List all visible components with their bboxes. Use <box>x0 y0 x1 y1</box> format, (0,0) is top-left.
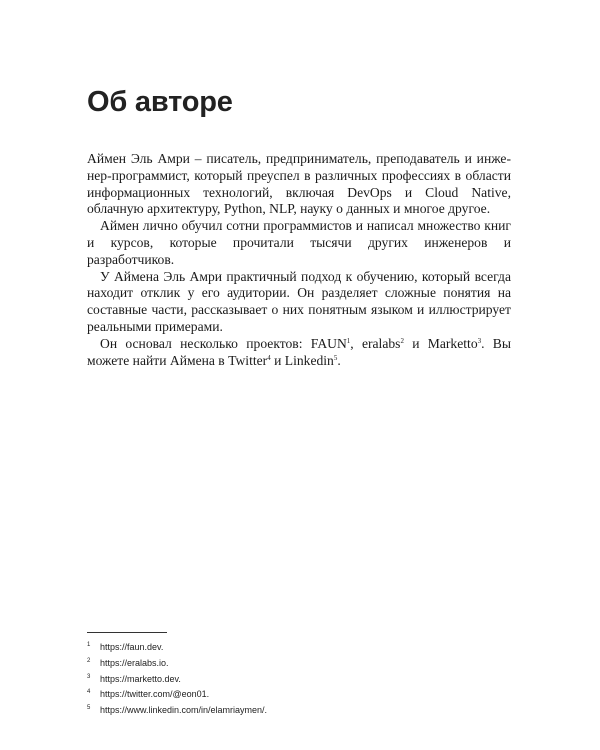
footnote-ref[interactable]: 1 <box>346 336 351 345</box>
footnote-ref[interactable]: 5 <box>333 353 338 362</box>
page-title: Об авторе <box>87 86 233 118</box>
footnote-number: 5 <box>87 705 91 712</box>
footnote-ref[interactable]: 3 <box>477 336 482 345</box>
footnote-number: 1 <box>87 642 91 648</box>
paragraph-3: У Аймена Эль Амри практичный подход к обучению, который всегда находит отклик у его аудитории. Он разделяет сложные понятия на составные части, рассказывает о них понятным языком и иллюстрирует реальными примерами. <box>87 268 511 334</box>
footnote-ref[interactable]: 2 <box>400 336 404 345</box>
footnote-item <box>87 687 517 703</box>
body-text <box>87 151 511 369</box>
footnote-item <box>87 656 517 672</box>
footnote-link[interactable]: https://eralabs.io. <box>100 657 169 668</box>
paragraph-1: Аймен Эль Амри – писатель, предприниматель, преподаватель и инженер-программист, который преуспел в различных профессиях в области информационных технологий, включая DevOps и Cloud Native, облачную архитектуру, Python, NLP, науку о данных и многое другое. <box>87 151 511 217</box>
footnote-link[interactable]: https://www.linkedin.com/in/elamriaymen/. <box>100 705 268 716</box>
footnote-number: 3 <box>87 673 91 680</box>
paragraph-4-text: , eralabs <box>350 335 401 351</box>
footnote-divider <box>87 632 167 633</box>
paragraph-4-text: . <box>337 352 341 368</box>
footnote-link[interactable]: https://twitter.com/@eon01. <box>100 689 210 700</box>
footnote-item <box>87 672 517 688</box>
footnote-number: 4 <box>87 689 91 696</box>
paragraph-4 <box>87 336 511 370</box>
footnote-number: 2 <box>87 657 91 664</box>
paragraph-4-text: Он основал несколько проектов: FAUN <box>100 335 347 351</box>
paragraph-4-text: и Marketto <box>403 335 478 351</box>
paragraph-4-text: . Вы можете найти Аймена в Twitter <box>87 335 512 368</box>
footnote-link[interactable]: https://marketto.dev. <box>100 673 181 684</box>
footnote-ref[interactable]: 4 <box>267 353 271 362</box>
footnotes <box>87 640 517 719</box>
footnote-link[interactable]: https://faun.dev. <box>100 642 164 652</box>
paragraph-2: Аймен лично обучил сотни программистов и написал множество книг и курсов, которые прочитали тысячи других инженеров и разработчиков. <box>87 218 511 267</box>
footnote-item <box>87 703 517 719</box>
footnote-item <box>87 640 517 656</box>
paragraph-4-text: и Linkedin <box>270 352 334 368</box>
